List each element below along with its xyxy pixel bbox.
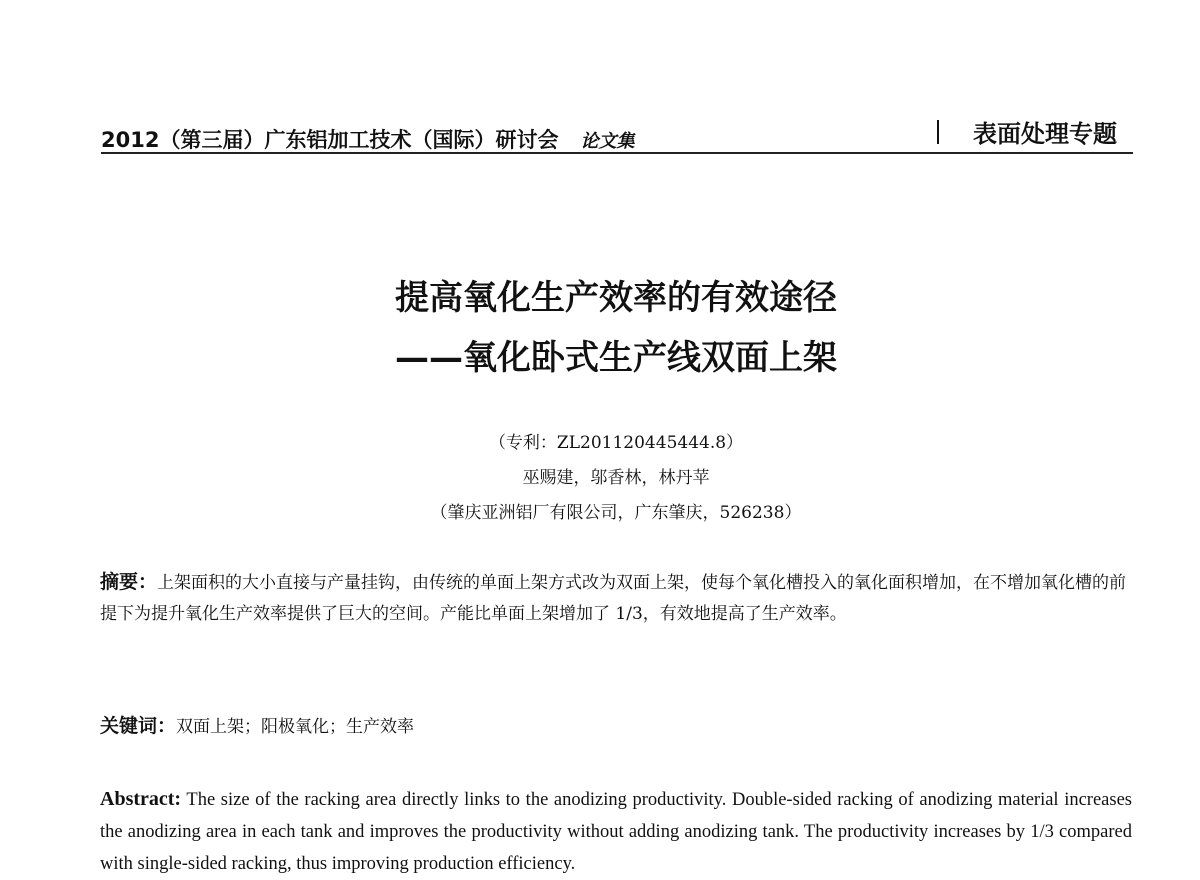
paper-title: 提高氧化生产效率的有效途径 [395,278,837,318]
abstract-chinese [100,567,1132,630]
abstract-en-text: The size of the racking area directly links to the anodizing productivity. Double-sided racking of anodizing material increases the anodizing area in each tank and improves the productivity without adding anodizing tank. The productivity increases by 1/3 compared with single-sided racking, thus improving production efficiency. [100,790,1132,874]
header-proceedings-label: 论文集 [580,131,635,152]
authors: 巫赐建，邬香林，林丹苹 [522,468,710,488]
patent-number: （专利：ZL201120445444.8） [488,433,744,453]
abstract-text: 上架面积的大小直接与产量挂钩，由传统的单面上架方式改为双面上架，使每个氧化槽投入的氧化面积增加，在不增加氧化槽的前提下为提升氧化生产效率提供了巨大的空间。产能比单面上架增加了 1/3，有效地提高了生产效率。 [100,573,1127,624]
header-rule [101,152,1133,154]
abstract-english [100,783,1132,880]
abstract-label: 摘要： [100,571,158,593]
keywords-text: 双面上架；阳极氧化；生产效率 [176,717,415,737]
keywords [100,711,1132,743]
paper-subtitle: ——氧化卧式生产线双面上架 [395,338,837,378]
affiliation: （肇庆亚洲铝厂有限公司，广东肇庆，526238） [430,503,802,523]
header-section-title: 表面处理专题 [973,120,1117,148]
header-conference-title [101,124,634,154]
running-header [101,112,1131,156]
header-divider-bar [937,120,939,144]
keywords-label: 关键词： [100,715,177,737]
abstract-en-label: Abstract: [100,788,182,810]
header-conference-name: 2012（第三届）广东铝加工技术（国际）研讨会 [101,128,559,152]
